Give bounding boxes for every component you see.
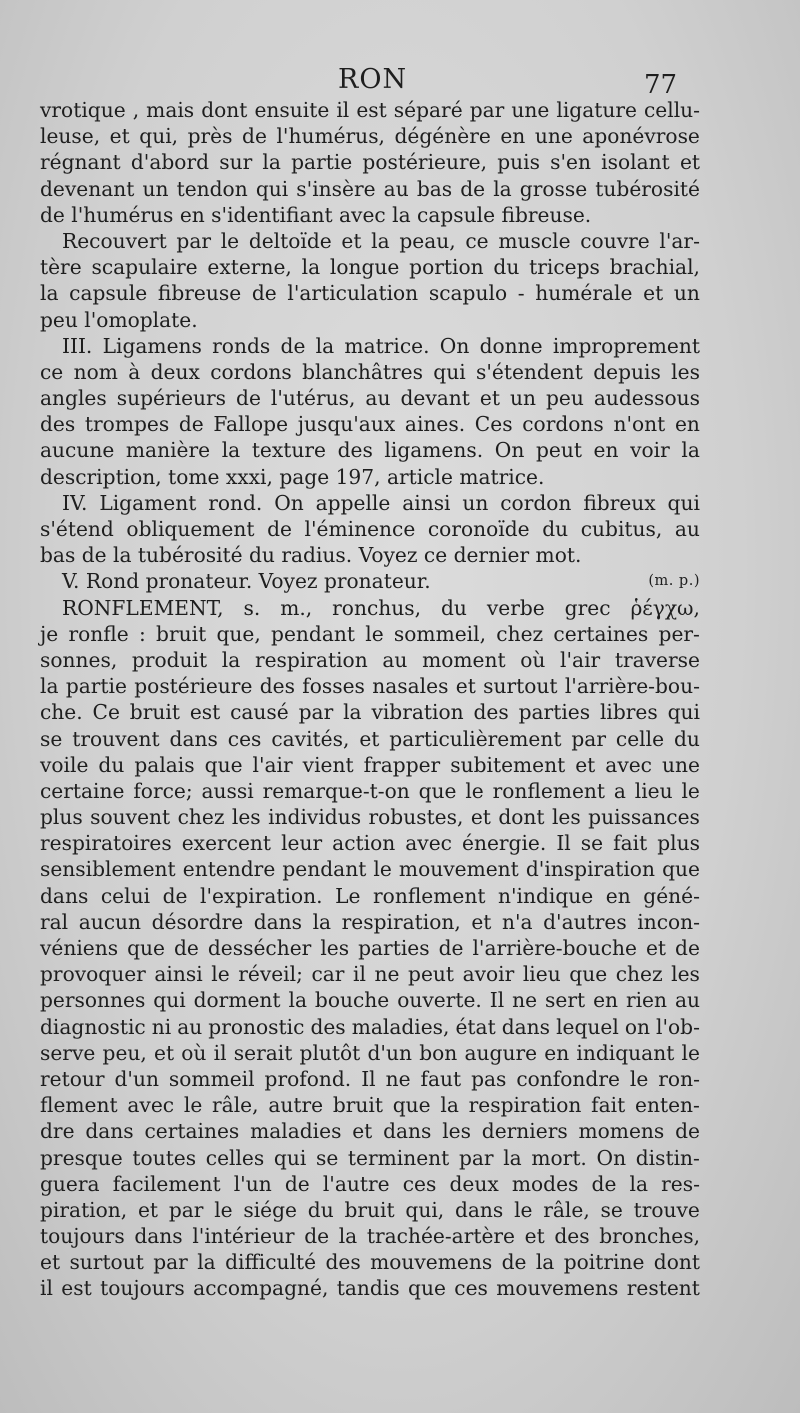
text-line: angles supérieurs de l'utérus, au devant et un peu audessous xyxy=(40,386,700,411)
text-line: dre dans certaines maladies et dans les derniers momens de xyxy=(40,1119,700,1144)
text-line: véniens que de dessécher les parties de l'arrière-bouche et de xyxy=(40,936,700,960)
text-line: peu l'omoplate. xyxy=(40,307,198,332)
text-line: aucune manière la texture des ligamens. On peut en voir la xyxy=(40,438,700,463)
text-line: sensiblement entendre pendant le mouvement d'inspiration que xyxy=(40,857,700,882)
page-number: 77 xyxy=(644,70,678,100)
text-line: sonnes, produit la respiration au moment où l'air traverse xyxy=(40,647,700,672)
text-line: certaine force; aussi remarque-t-on que le ronflement a lieu le xyxy=(40,778,700,803)
text-line: tère scapulaire externe, la longue portion du triceps brachial, xyxy=(40,255,700,280)
text-line: plus souvent chez les individus robustes, et dont les puissances xyxy=(40,805,700,830)
text-line: se trouvent dans ces cavités, et particulièrement par celle du xyxy=(40,726,700,751)
text-line: Recouvert par le deltoïde et la peau, ce muscle couvre l'ar- xyxy=(62,228,700,253)
entry-heading-line: RONFLEMENT, s. m., ronchus, du verbe grec ῥέγχω, xyxy=(62,595,700,620)
text-line: serve peu, et où il serait plutôt d'un bon augure en indiquant le xyxy=(40,1040,700,1065)
body-text xyxy=(40,97,700,1302)
text-line: vrotique , mais dont ensuite il est séparé par une ligature cellu- xyxy=(40,98,700,122)
text-line: ce nom à deux cordons blanchâtres qui s'étendent depuis les xyxy=(40,359,700,384)
text-line: devenant un tendon qui s'insère au bas de la grosse tubérosité xyxy=(40,176,700,201)
text-line: provoquer ainsi le réveil; car il ne peut avoir lieu que chez les xyxy=(40,962,700,987)
text-line: je ronfle : bruit que, pendant le sommeil, chez certaines per- xyxy=(40,621,700,646)
text-line: IV. Ligament rond. On appelle ainsi un cordon fibreux qui xyxy=(62,490,700,515)
text-line: retour d'un sommeil profond. Il ne faut pas confondre le ron- xyxy=(40,1066,700,1091)
text-line: V. Rond pronateur. Voyez pronateur. xyxy=(62,569,431,594)
text-line: diagnostic ni au pronostic des maladies, état dans lequel on l'ob- xyxy=(40,1014,700,1039)
text-line: flement avec le râle, autre bruit que la respiration fait enten- xyxy=(40,1093,700,1118)
text-line: et surtout par la difficulté des mouvemens de la poitrine dont xyxy=(40,1250,700,1275)
text-line: des trompes de Fallope jusqu'aux aines. Ces cordons n'ont en xyxy=(40,412,700,437)
text-line: ral aucun désordre dans la respiration, et n'a d'autres incon- xyxy=(40,909,700,934)
text-line: bas de la tubérosité du radius. Voyez ce dernier mot. xyxy=(40,543,582,568)
text-line: dans celui de l'expiration. Le ronflement n'indique en géné- xyxy=(40,883,700,908)
text-line: description, tome xxxi, page 197, article matrice. xyxy=(40,464,545,489)
running-title: RON xyxy=(338,64,408,95)
text-line: régnant d'abord sur la partie postérieure, puis s'en isolant et xyxy=(40,150,700,175)
author-signature: (m. p.) xyxy=(648,573,700,590)
text-line: piration, et par le siége du bruit qui, dans le râle, se trouve xyxy=(40,1197,700,1222)
text-line: voile du palais que l'air vient frapper subitement et avec une xyxy=(40,752,700,777)
text-line: che. Ce bruit est causé par la vibration des parties libres qui xyxy=(40,700,700,725)
text-line: toujours dans l'intérieur de la trachée-artère et des bronches, xyxy=(40,1224,700,1249)
text-line: III. Ligamens ronds de la matrice. On donne improprement xyxy=(62,333,700,358)
text-line: respiratoires exercent leur action avec énergie. Il se fait plus xyxy=(40,831,700,856)
text-line: il est toujours accompagné, tandis que ces mouvemens restent xyxy=(40,1276,700,1301)
text-line: presque toutes celles qui se terminent par la mort. On distin- xyxy=(40,1145,700,1170)
text-line: leuse, et qui, près de l'humérus, dégénère en une aponévrose xyxy=(40,124,700,149)
text-line: la partie postérieure des fosses nasales et surtout l'arrière-bou- xyxy=(40,674,700,699)
text-line: la capsule fibreuse de l'articulation scapulo - humérale et un xyxy=(40,281,700,306)
text-line: guera facilement l'un de l'autre ces deux modes de la res- xyxy=(40,1171,700,1196)
text-line-with-signature xyxy=(40,568,700,594)
text-line: de l'humérus en s'identifiant avec la capsule fibreuse. xyxy=(40,202,592,227)
text-line: personnes qui dorment la bouche ouverte. Il ne sert en rien au xyxy=(40,988,700,1013)
text-line: s'étend obliquement de l'éminence coronoïde du cubitus, au xyxy=(40,517,700,541)
